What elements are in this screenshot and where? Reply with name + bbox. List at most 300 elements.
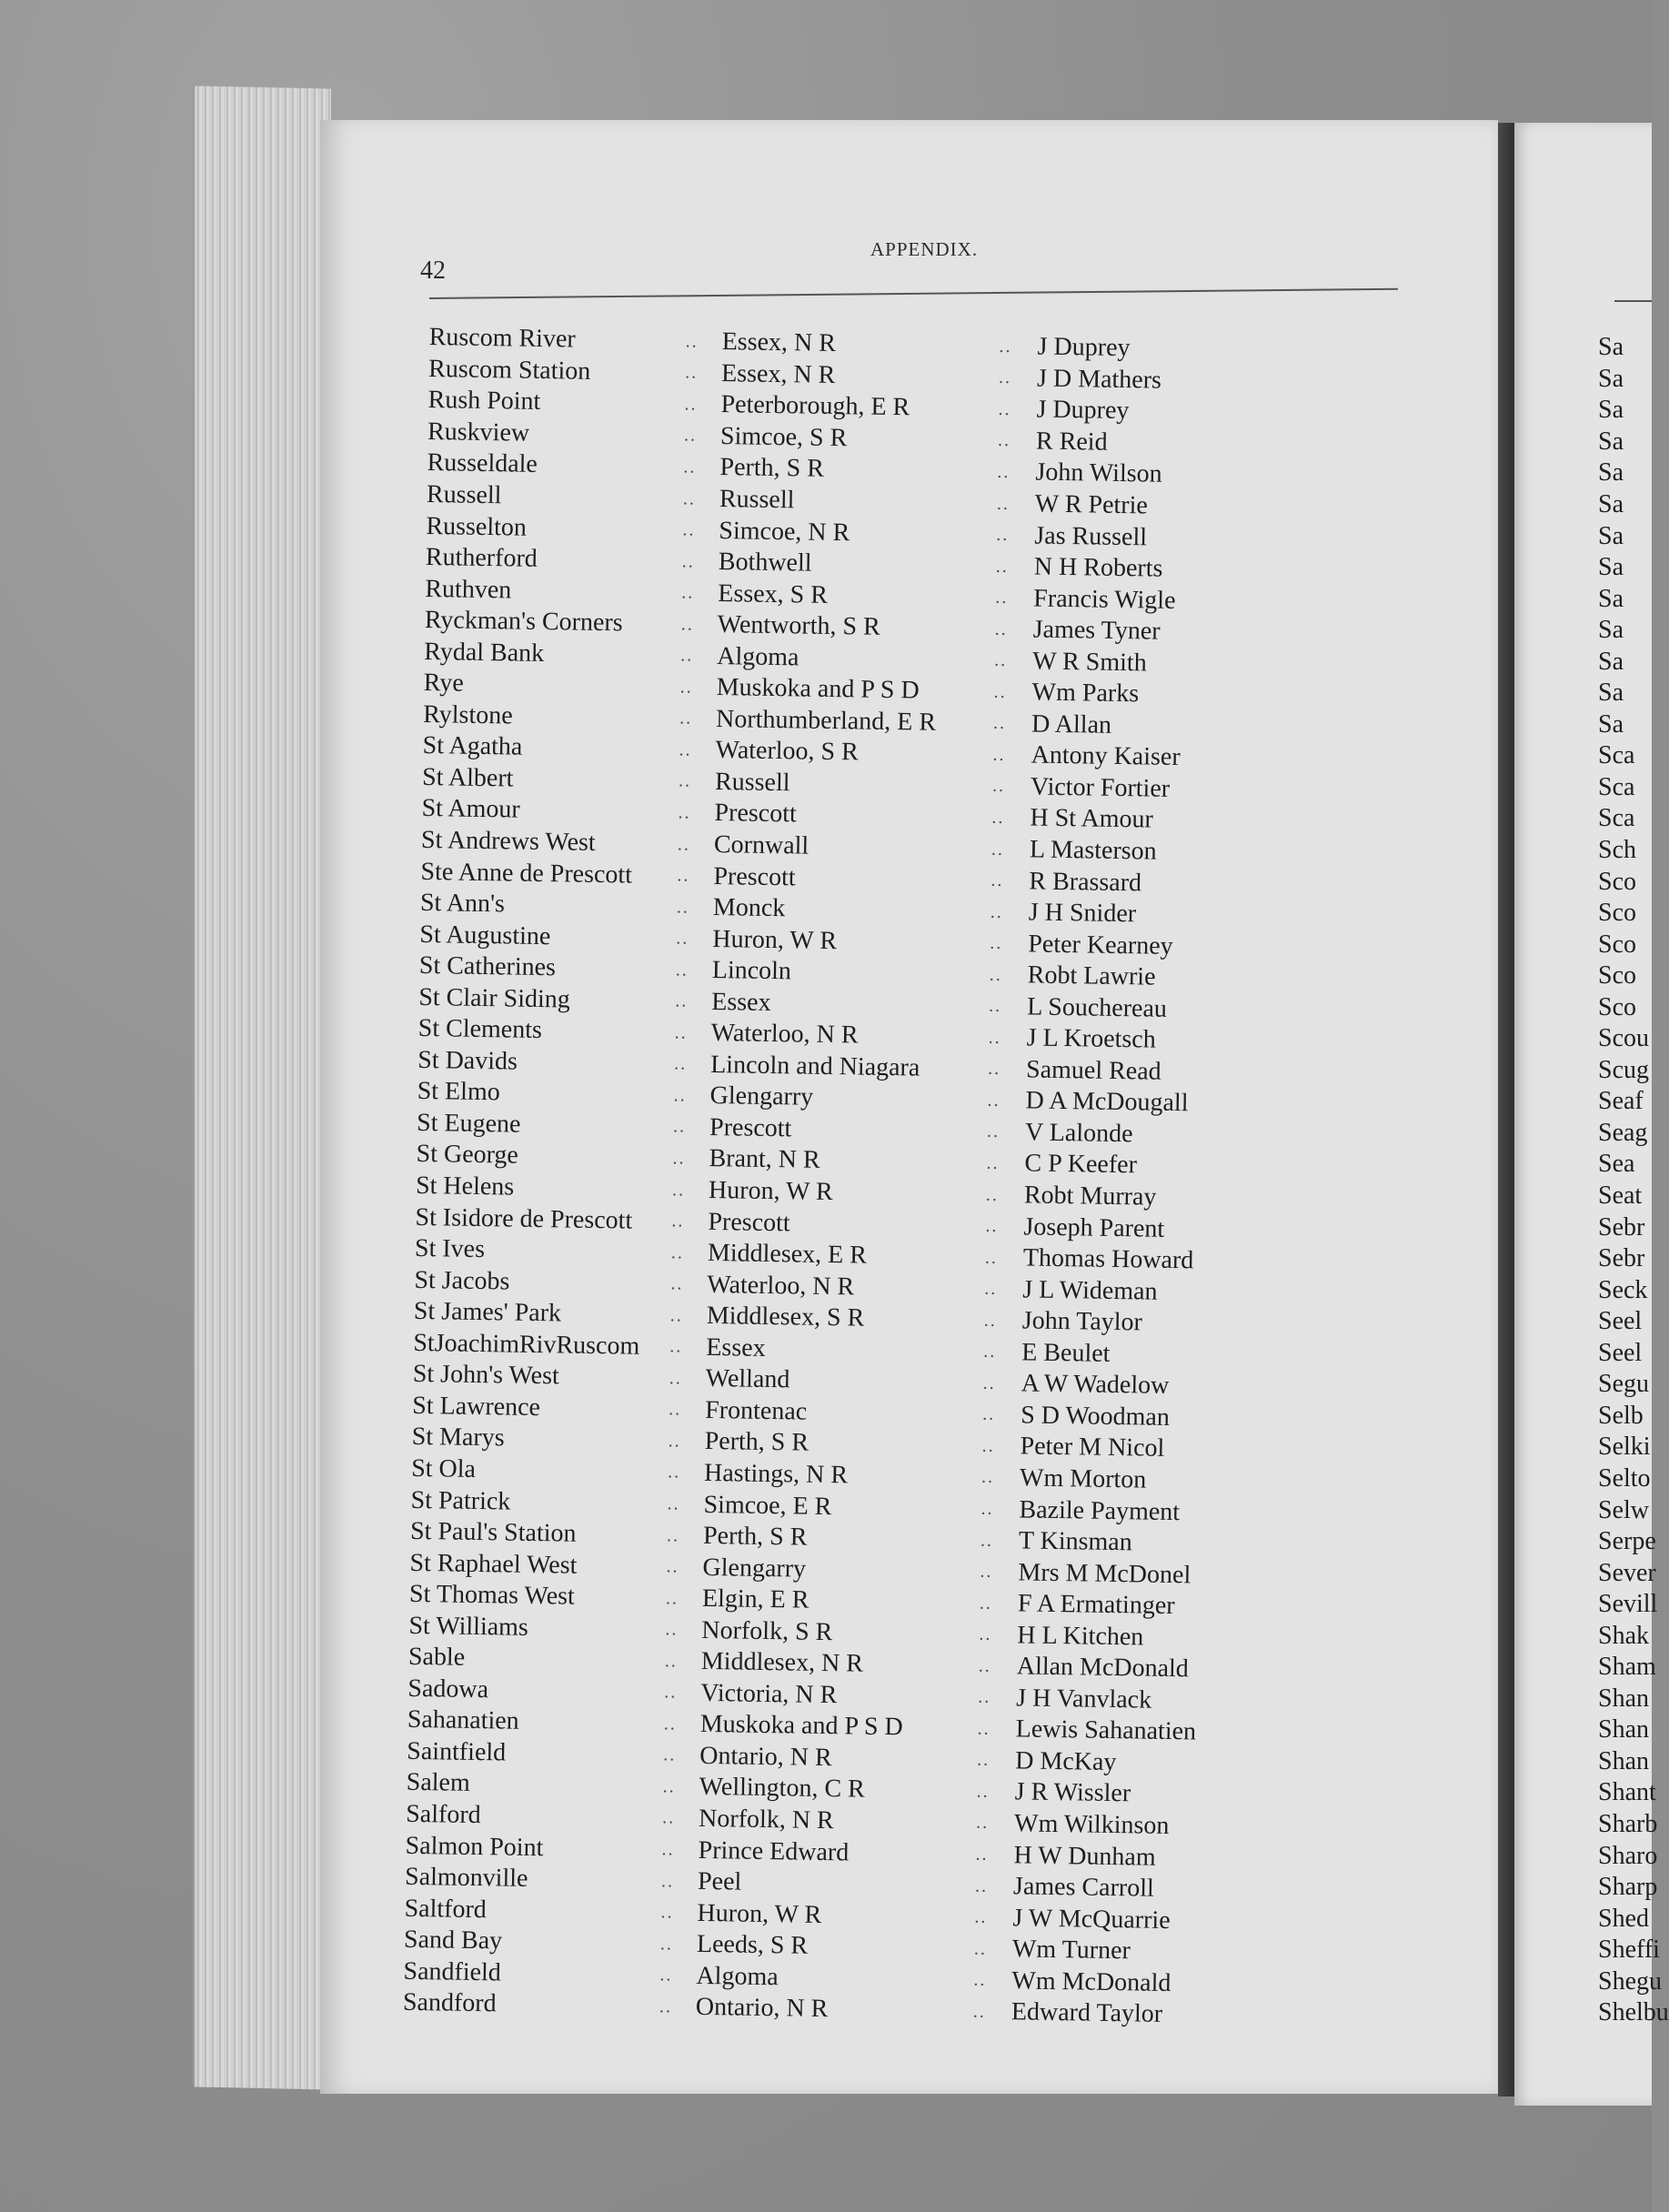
place-name: St Helens (415, 1171, 515, 1202)
postmaster-name: L Masterson (1029, 835, 1157, 866)
county-name: Essex (706, 1332, 766, 1362)
county-name: Northumberland, E R (715, 704, 937, 737)
postmaster-name: James Tyner (1032, 615, 1161, 646)
place-name: Ruthven (425, 574, 512, 605)
facing-page-fragment: Seag (1598, 1118, 1648, 1147)
leader-dots: .. (670, 1273, 684, 1294)
county-name: Brant, N R (709, 1144, 820, 1175)
county-name: Middlesex, S R (706, 1302, 865, 1332)
leader-dots: .. (991, 807, 1005, 828)
leader-dots: .. (666, 1524, 680, 1546)
leader-dots: .. (667, 1493, 680, 1514)
leader-dots: .. (670, 1242, 685, 1263)
postmaster-name: D A McDougall (1025, 1086, 1189, 1118)
place-name: St Jacobs (414, 1265, 510, 1296)
place-name: Rutherford (425, 543, 538, 573)
county-name: Glengarry (702, 1553, 807, 1584)
facing-page-fragment: Sco (1598, 899, 1636, 928)
leader-dots: .. (680, 645, 694, 666)
leader-dots: .. (984, 1247, 999, 1268)
leader-dots: .. (986, 1121, 1000, 1142)
book-page (320, 120, 1498, 2094)
facing-page-fragment: Sco (1598, 930, 1636, 959)
leader-dots: .. (993, 681, 1007, 702)
postmaster-name: W R Petrie (1034, 489, 1149, 520)
leader-dots: .. (980, 1467, 995, 1488)
leader-dots: .. (994, 618, 1008, 639)
place-name: St Thomas West (408, 1579, 576, 1611)
county-name: Prince Edward (698, 1835, 850, 1866)
leader-dots: .. (680, 614, 694, 635)
place-name: St Raphael West (409, 1548, 578, 1580)
county-name: Russell (714, 767, 790, 798)
leader-dots: .. (681, 550, 696, 572)
county-name: Prescott (714, 799, 798, 829)
postmaster-name: Samuel Read (1025, 1055, 1161, 1086)
place-name: Ruskview (427, 417, 530, 447)
postmaster-name: S D Woodman (1020, 1401, 1171, 1432)
leader-dots: .. (997, 461, 1010, 483)
leader-dots: .. (995, 587, 1009, 608)
county-name: Lincoln and Niagara (709, 1050, 920, 1082)
place-name: Rydal Bank (424, 637, 545, 668)
postmaster-name: Wm Morton (1019, 1463, 1147, 1494)
leader-dots: .. (974, 1875, 989, 1896)
facing-page-fragment: Serpe (1598, 1527, 1656, 1556)
place-name: St Augustine (419, 920, 551, 950)
facing-page-fragment: Shan (1598, 1715, 1649, 1744)
postmaster-name: J D Mathers (1036, 364, 1162, 395)
facing-page-fragment: Sheffi (1598, 1936, 1660, 1965)
page-number: 42 (420, 256, 446, 285)
leader-dots: .. (995, 556, 1010, 577)
postmaster-name: J R Wissler (1014, 1777, 1131, 1808)
county-name: Victoria, N R (700, 1678, 838, 1710)
leader-dots: .. (987, 1090, 1000, 1111)
facing-page-fragment: Shelbu (1598, 1998, 1669, 2027)
county-name: Elgin, E R (701, 1584, 809, 1614)
leader-dots: .. (671, 1211, 685, 1232)
county-name: Huron, W R (697, 1898, 822, 1929)
place-name: St Amour (421, 794, 520, 825)
county-name: Huron, W R (712, 924, 838, 955)
postmaster-name: R Brassard (1029, 866, 1142, 897)
place-name: Salem (406, 1768, 471, 1798)
leader-dots: .. (975, 1813, 990, 1834)
leader-dots: .. (675, 990, 689, 1011)
leader-dots: .. (682, 519, 696, 540)
postmaster-name: J Duprey (1037, 332, 1131, 363)
leader-dots: .. (682, 488, 697, 509)
leader-dots: .. (685, 331, 699, 352)
postmaster-name: H W Dunham (1013, 1840, 1156, 1872)
leader-dots: .. (972, 2001, 987, 2022)
postmaster-name: John Wilson (1035, 457, 1162, 489)
place-name: St John's West (412, 1360, 560, 1391)
facing-page-fragment: Sebr (1598, 1212, 1645, 1242)
postmaster-name: D McKay (1014, 1746, 1117, 1776)
postmaster-name: H St Amour (1030, 803, 1154, 835)
facing-page-fragment: Shan (1598, 1746, 1649, 1775)
postmaster-name: J H Vanvlack (1016, 1684, 1152, 1714)
place-name: Salford (405, 1799, 481, 1830)
leader-dots: .. (677, 833, 691, 855)
leader-dots: .. (975, 1844, 989, 1865)
place-name: Sahanatien (407, 1705, 519, 1736)
postmaster-name: J L Kroetsch (1026, 1023, 1156, 1054)
postmaster-name: T Kinsman (1018, 1526, 1132, 1557)
facing-page-fragment: Seat (1598, 1181, 1643, 1211)
leader-dots: .. (677, 865, 690, 886)
facing-page-fragment: Sa (1598, 490, 1624, 518)
place-name: Sandford (402, 1988, 497, 2018)
post-office-list (403, 322, 1448, 2035)
county-name: Simcoe, N R (719, 516, 850, 547)
facing-page-fragment: Sca (1598, 804, 1635, 833)
facing-page-fragment: Sever (1598, 1558, 1656, 1587)
place-name: Rush Point (427, 386, 541, 417)
leader-dots: .. (674, 1022, 688, 1043)
county-name: Essex, N R (721, 327, 837, 358)
place-name: St Lawrence (412, 1391, 541, 1422)
postmaster-name: Wm Parks (1031, 678, 1140, 709)
leader-dots: .. (985, 1215, 999, 1237)
facing-page-fragment: Sco (1598, 961, 1636, 990)
postmaster-name: C P Keefer (1024, 1149, 1138, 1180)
postmaster-name: J Duprey (1036, 395, 1130, 426)
leader-dots: .. (663, 1714, 677, 1734)
facing-page-fragment: Shak (1598, 1621, 1649, 1650)
postmaster-name: H L Kitchen (1017, 1621, 1144, 1652)
postmaster-name: Jas Russell (1034, 521, 1148, 551)
leader-dots: .. (990, 901, 1004, 922)
place-name: St Isidore de Prescott (415, 1202, 633, 1235)
place-name: Sandfield (403, 1956, 502, 1987)
leader-dots: .. (662, 1807, 676, 1828)
leader-dots: .. (984, 1278, 998, 1300)
leader-dots: .. (983, 1310, 998, 1331)
postmaster-name: Peter M Nicol (1020, 1432, 1165, 1463)
county-name: Muskoka and P S D (716, 673, 920, 705)
place-name: Sadowa (407, 1674, 489, 1704)
facing-page-fragment: Sa (1598, 553, 1624, 582)
county-name: Ontario, N R (699, 1741, 832, 1773)
leader-dots: .. (977, 1718, 990, 1739)
leader-dots: .. (979, 1624, 992, 1645)
county-name: Monck (712, 893, 786, 923)
leader-dots: .. (999, 336, 1012, 357)
leader-dots: .. (994, 650, 1008, 671)
leader-dots: .. (676, 896, 690, 918)
postmaster-name: Victor Fortier (1030, 772, 1171, 803)
facing-page-fragment: Sa (1598, 458, 1624, 488)
facing-page-fragment: Shegu (1598, 1966, 1662, 1996)
leader-dots: .. (675, 960, 689, 980)
place-name: St Paul's Station (409, 1516, 577, 1548)
facing-page-fragment: Selb (1598, 1401, 1644, 1430)
facing-page-fragment: Sa (1598, 521, 1624, 550)
facing-page-fragment: Sa (1598, 333, 1624, 362)
postmaster-name: Thomas Howard (1022, 1243, 1194, 1275)
facing-page-fragment: Seaf (1598, 1087, 1644, 1116)
county-name: Cornwall (713, 830, 809, 860)
leader-dots: .. (669, 1399, 682, 1420)
county-name: Ontario, N R (695, 1993, 829, 2024)
leader-dots: .. (674, 1053, 688, 1074)
facing-page-fragment: Shant (1598, 1778, 1656, 1807)
facing-page-fragment: Sa (1598, 679, 1624, 708)
leader-dots: .. (980, 1530, 994, 1551)
leader-dots: .. (671, 1179, 686, 1201)
county-name: Perth, S R (719, 453, 825, 484)
leader-dots: .. (678, 802, 691, 823)
postmaster-name: Allan McDonald (1016, 1652, 1190, 1684)
leader-dots: .. (668, 1431, 681, 1452)
leader-dots: .. (996, 524, 1010, 546)
leader-dots: .. (973, 1938, 988, 1959)
leader-dots: .. (661, 1839, 675, 1860)
postmaster-name: L Souchereau (1027, 992, 1168, 1023)
facing-page-fragment: Sevill (1598, 1590, 1658, 1619)
postmaster-name: J H Snider (1028, 898, 1137, 929)
leader-dots: .. (667, 1462, 681, 1483)
leader-dots: .. (985, 1184, 1000, 1205)
leader-dots: .. (684, 394, 698, 415)
county-name: Waterloo, N R (710, 1019, 859, 1050)
place-name: Rye (423, 669, 464, 698)
leader-dots: .. (989, 964, 1002, 985)
leader-dots: .. (684, 362, 699, 383)
leader-dots: .. (983, 1341, 997, 1362)
leader-dots: .. (973, 1969, 987, 1991)
leader-dots: .. (998, 398, 1011, 419)
postmaster-name: A W Wadelow (1021, 1369, 1170, 1401)
facing-page-fragment: Seel (1598, 1338, 1643, 1367)
postmaster-name: Lewis Sahanatien (1015, 1714, 1197, 1746)
facing-page-fragment: Segu (1598, 1370, 1649, 1399)
place-name: Ruscom River (428, 323, 576, 354)
postmaster-name: J W McQuarrie (1012, 1903, 1171, 1935)
page-edges (193, 85, 331, 2089)
place-name: St Elmo (417, 1077, 500, 1107)
postmaster-name: W R Smith (1031, 647, 1147, 678)
place-name: St Ives (414, 1234, 486, 1264)
leader-dots: .. (996, 493, 1010, 514)
place-name: St Clair Siding (418, 982, 571, 1014)
leader-dots: .. (683, 457, 697, 478)
county-name: Essex (711, 987, 771, 1017)
facing-page-fragment: Sa (1598, 427, 1624, 456)
leader-dots: .. (664, 1650, 679, 1672)
county-name: Perth, S R (702, 1521, 808, 1552)
leader-dots: .. (660, 1870, 675, 1891)
county-name: Algoma (717, 641, 799, 672)
county-name: Simcoe, S R (719, 421, 848, 453)
leader-dots: .. (980, 1561, 993, 1582)
postmaster-name: Antony Kaiser (1031, 740, 1181, 772)
facing-page (1514, 123, 1669, 2106)
leader-dots: .. (659, 1965, 673, 1986)
place-name: St Catherines (418, 951, 557, 982)
leader-dots: .. (990, 839, 1005, 860)
postmaster-name: Wm McDonald (1011, 1966, 1171, 1997)
leader-dots: .. (982, 1404, 996, 1425)
leader-dots: .. (974, 1906, 988, 1927)
postmaster-name: Francis Wigle (1033, 584, 1176, 615)
leader-dots: .. (989, 996, 1002, 1017)
facing-page-fragment: Sco (1598, 867, 1636, 896)
leader-dots: .. (978, 1686, 991, 1708)
place-name: St George (416, 1140, 519, 1171)
county-name: Peel (697, 1866, 742, 1896)
place-name: Russeldale (427, 448, 538, 479)
county-name: Bothwell (718, 548, 812, 578)
county-name: Wellington, C R (699, 1773, 866, 1805)
place-name: St Clements (417, 1014, 543, 1045)
leader-dots: .. (673, 1085, 687, 1106)
postmaster-name: N H Roberts (1033, 552, 1163, 583)
place-name: Rylstone (422, 699, 513, 730)
book-gutter (1498, 123, 1514, 2096)
county-name: Norfolk, N R (698, 1804, 834, 1835)
place-name: Ryckman's Corners (424, 606, 623, 638)
leader-dots: .. (665, 1587, 679, 1609)
running-head: APPENDIX. (870, 238, 979, 260)
county-name: Algoma (696, 1961, 779, 1991)
county-name: Perth, S R (704, 1427, 809, 1458)
leader-dots: .. (679, 739, 692, 760)
place-name: St Davids (417, 1045, 518, 1076)
county-name: Huron, W R (708, 1175, 833, 1207)
facing-page-fragment: Sea (1598, 1150, 1635, 1179)
county-name: Russell (719, 485, 795, 515)
place-name: Russell (426, 479, 502, 510)
county-name: Wentworth, S R (717, 610, 881, 642)
leader-dots: .. (986, 1152, 1000, 1173)
county-name: Simcoe, E R (703, 1490, 832, 1521)
leader-dots: .. (669, 1368, 682, 1389)
place-name: St Eugene (416, 1108, 521, 1139)
leader-dots: .. (992, 744, 1006, 765)
facing-page-fragment: Sebr (1598, 1244, 1645, 1273)
place-name: St Ola (410, 1453, 477, 1483)
place-name: St Agatha (422, 731, 523, 762)
facing-page-fragment: Sa (1598, 709, 1624, 739)
leader-dots: .. (672, 1148, 686, 1169)
postmaster-name: Robt Murray (1023, 1181, 1157, 1212)
postmaster-name: Robt Lawrie (1027, 960, 1156, 991)
leader-dots: .. (660, 1902, 674, 1923)
facing-page-fragment: Scug (1598, 1055, 1649, 1084)
leader-dots: .. (988, 1059, 1001, 1080)
county-name: Hastings, N R (703, 1458, 849, 1490)
facing-page-rule (1614, 300, 1652, 302)
facing-page-fragment: Selto (1598, 1463, 1651, 1493)
leader-dots: .. (683, 425, 698, 447)
leader-dots: .. (979, 1593, 993, 1614)
leader-dots: .. (988, 1027, 1001, 1048)
postmaster-name: Mrs M McDonel (1018, 1557, 1191, 1589)
leader-dots: .. (978, 1655, 992, 1676)
facing-page-fragment: Sa (1598, 616, 1624, 645)
leader-dots: .. (659, 1996, 673, 2017)
header-rule (429, 288, 1398, 299)
leader-dots: .. (672, 1116, 687, 1137)
leader-dots: .. (659, 1933, 674, 1955)
postmaster-name: R Reid (1035, 427, 1108, 457)
county-name: Lincoln (711, 956, 792, 986)
county-name: Leeds, S R (696, 1929, 809, 1960)
county-name: Prescott (713, 861, 796, 891)
postmaster-name: James Carroll (1012, 1872, 1155, 1903)
postmaster-name: Wm Wilkinson (1013, 1809, 1170, 1840)
county-name: Middlesex, E R (707, 1239, 868, 1270)
postmaster-name: D Allan (1031, 709, 1112, 739)
leader-dots: .. (990, 932, 1003, 954)
facing-page-list (1598, 332, 1669, 2029)
leader-dots: .. (678, 770, 692, 792)
facing-page-fragment: Selw (1598, 1495, 1649, 1524)
postmaster-name: V Lalonde (1024, 1118, 1133, 1149)
postmaster-name: Wm Turner (1011, 1935, 1131, 1966)
facing-page-fragment: Sa (1598, 364, 1624, 393)
facing-page-fragment: Sa (1598, 647, 1624, 676)
leader-dots: .. (990, 870, 1004, 891)
facing-page-fragment: Sa (1598, 396, 1624, 425)
facing-page-fragment: Sham (1598, 1653, 1656, 1682)
postmaster-name: E Beulet (1021, 1338, 1111, 1368)
place-name: Russelton (426, 511, 528, 542)
postmaster-name: Bazile Payment (1019, 1494, 1181, 1526)
place-name: St Williams (408, 1611, 529, 1642)
place-name: Salmon Point (405, 1831, 544, 1862)
leader-dots: .. (679, 708, 693, 729)
place-name: Sand Bay (403, 1925, 503, 1956)
postmaster-name: Edward Taylor (1010, 1997, 1163, 2029)
county-name: Waterloo, S R (715, 736, 860, 767)
leader-dots: .. (664, 1682, 678, 1703)
postmaster-name: F A Ermatinger (1017, 1589, 1175, 1621)
place-name: St Albert (421, 762, 514, 793)
facing-page-fragment: Shan (1598, 1684, 1649, 1713)
facing-page-fragment: Shed (1598, 1904, 1649, 1933)
county-name: Waterloo, N R (707, 1270, 855, 1302)
county-name: Essex, S R (718, 578, 829, 609)
leader-dots: .. (669, 1305, 684, 1326)
leader-dots: .. (679, 677, 693, 698)
facing-page-fragment: Sharo (1598, 1841, 1658, 1870)
place-name: St Andrews West (420, 825, 596, 857)
county-name: Peterborough, E R (720, 390, 910, 422)
leader-dots: .. (669, 1336, 683, 1357)
leader-dots: .. (663, 1744, 677, 1765)
county-name: Welland (705, 1364, 790, 1394)
facing-page-fragment: Sa (1598, 584, 1624, 613)
place-name: StJoachimRivRuscom (413, 1328, 640, 1361)
county-name: Muskoka and P S D (699, 1710, 904, 1742)
facing-page-fragment: Sharb (1598, 1809, 1658, 1838)
leader-dots: .. (666, 1556, 679, 1577)
leader-dots: .. (998, 367, 1012, 388)
facing-page-fragment: Sca (1598, 741, 1635, 770)
leader-dots: .. (997, 430, 1011, 451)
facing-page-fragment: Sco (1598, 992, 1636, 1021)
place-name: Sable (407, 1643, 466, 1673)
place-name: St Patrick (410, 1485, 511, 1516)
facing-page-fragment: Scou (1598, 1024, 1649, 1053)
facing-page-fragment: Sharp (1598, 1873, 1658, 1902)
county-name: Middlesex, N R (700, 1647, 864, 1678)
